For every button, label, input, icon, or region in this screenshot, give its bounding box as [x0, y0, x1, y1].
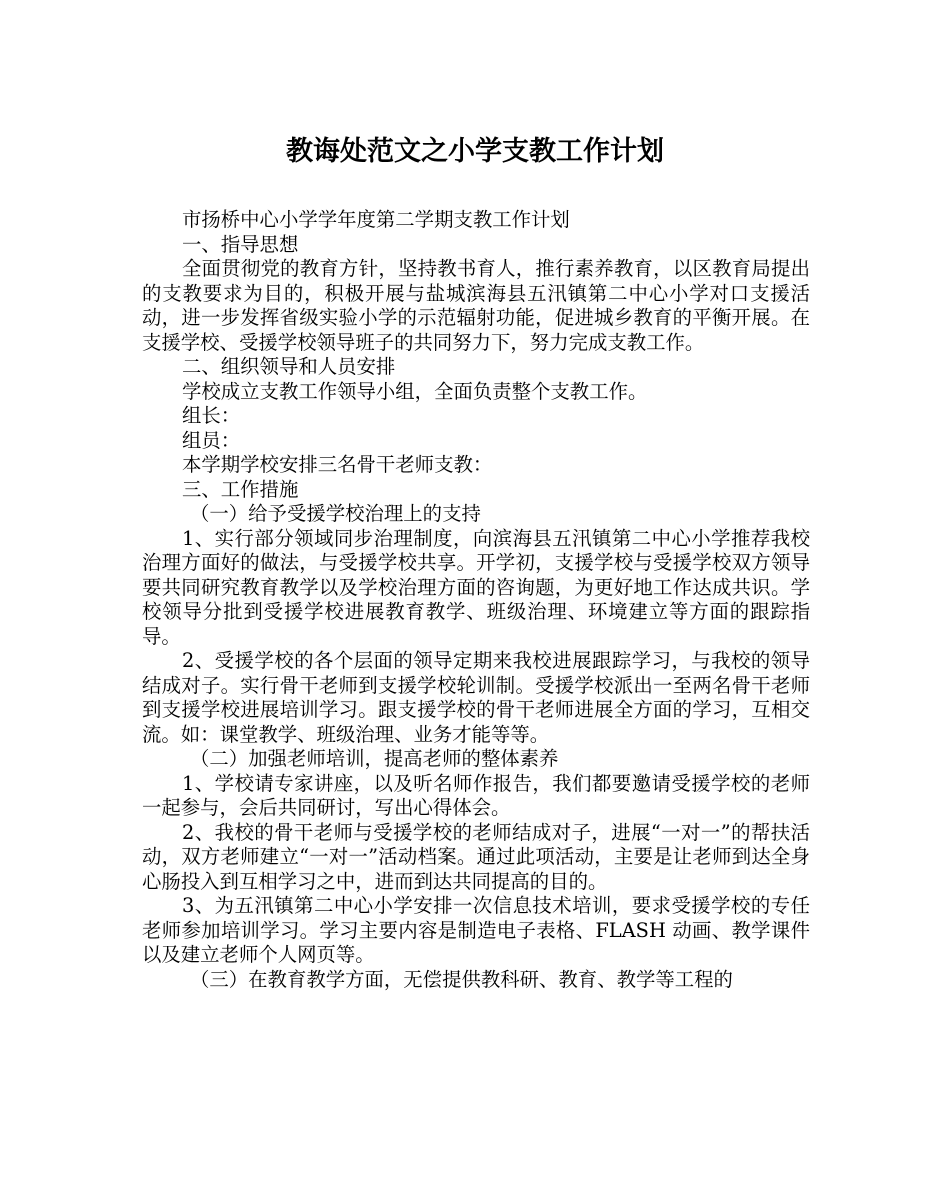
section-heading-measures: 三、工作措施: [182, 477, 299, 501]
paragraph-measure-2-3: 3、为五汛镇第二中心小学安排一次信息技术培训，要求受援学校的专任老师参加培训学习。学习主要内容是制造电子表格、FLASH 动画、教学课件以及建立老师个人网页等。: [142, 894, 810, 966]
paragraph-measure-2-1: 1、学校请专家讲座，以及听名师作报告，我们都要邀请受援学校的老师一起参与，会后共同研讨，写出心得体会。: [142, 771, 810, 819]
subsection-heading-teaching-support: （三）在教育教学方面，无偿提供教科研、教育、教学等工程的: [190, 967, 733, 991]
paragraph-group-members: 组员：: [182, 428, 241, 452]
paragraph-teacher-arrangement: 本学期学校安排三名骨干老师支教：: [182, 453, 493, 476]
paragraph-guiding-ideology: 全面贯彻党的教育方针，坚持教书育人，推行素养教育，以区教育局提出的支教要求为目的，积极开展与盐城滨海县五汛镇第二中心小学对口支援活动，进一步发挥省级实验小学的示范辐射功能，促进城乡教育的平衡开展。在支援学校、受援学校领导班子的共同努力下，努力完成支教工作。: [142, 257, 810, 354]
paragraph-measure-2-2: 2、我校的骨干老师与受援学校的老师结成对子，进展“一对一”的帮扶活动，双方老师建立“一对一”活动档案。通过此项活动，主要是让老师到达全身心肠投入到互相学习之中，进而到达共同提高的目的。: [142, 820, 810, 893]
subsection-heading-management-support: （一）给予受援学校治理上的支持: [190, 502, 481, 525]
paragraph-leading-group: 学校成立支教工作领导小组，全面负责整个支教工作。: [182, 379, 648, 403]
document-title: 教诲处范文之小学支教工作计划: [286, 136, 664, 167]
document-body: [142, 208, 810, 992]
paragraph-group-leader: 组长：: [182, 404, 241, 427]
subsection-heading-teacher-training: （二）加强老师培训，提高老师的整体素养: [190, 747, 559, 770]
section-heading-guiding-ideology: 一、指导思想: [182, 232, 299, 256]
plan-subtitle: 市扬桥中心小学学年度第二学期支教工作计划: [182, 208, 570, 231]
paragraph-measure-1-1: 1、实行部分领域同步治理制度，向滨海县五汛镇第二中心小学推荐我校治理方面好的做法，与受援学校共享。开学初，支援学校与受援学校双方领导要共同研究教育教学以及学校治理方面的咨询题，为更好地工作达成共识。学校领导分批到受援学校进展教育教学、班级治理、环境建立等方面的跟踪指导。: [142, 526, 810, 648]
paragraph-measure-1-2: 2、受援学校的各个层面的领导定期来我校进展跟踪学习，与我校的领导结成对子。实行骨干老师到支援学校轮训制。受援学校派出一至两名骨干老师到支援学校进展培训学习。跟支援学校的骨干老师进展全方面的学习，互相交流。如：课堂教学、班级治理、业务才能等等。: [142, 649, 810, 746]
section-heading-organization: 二、组织领导和人员安排: [182, 355, 396, 378]
